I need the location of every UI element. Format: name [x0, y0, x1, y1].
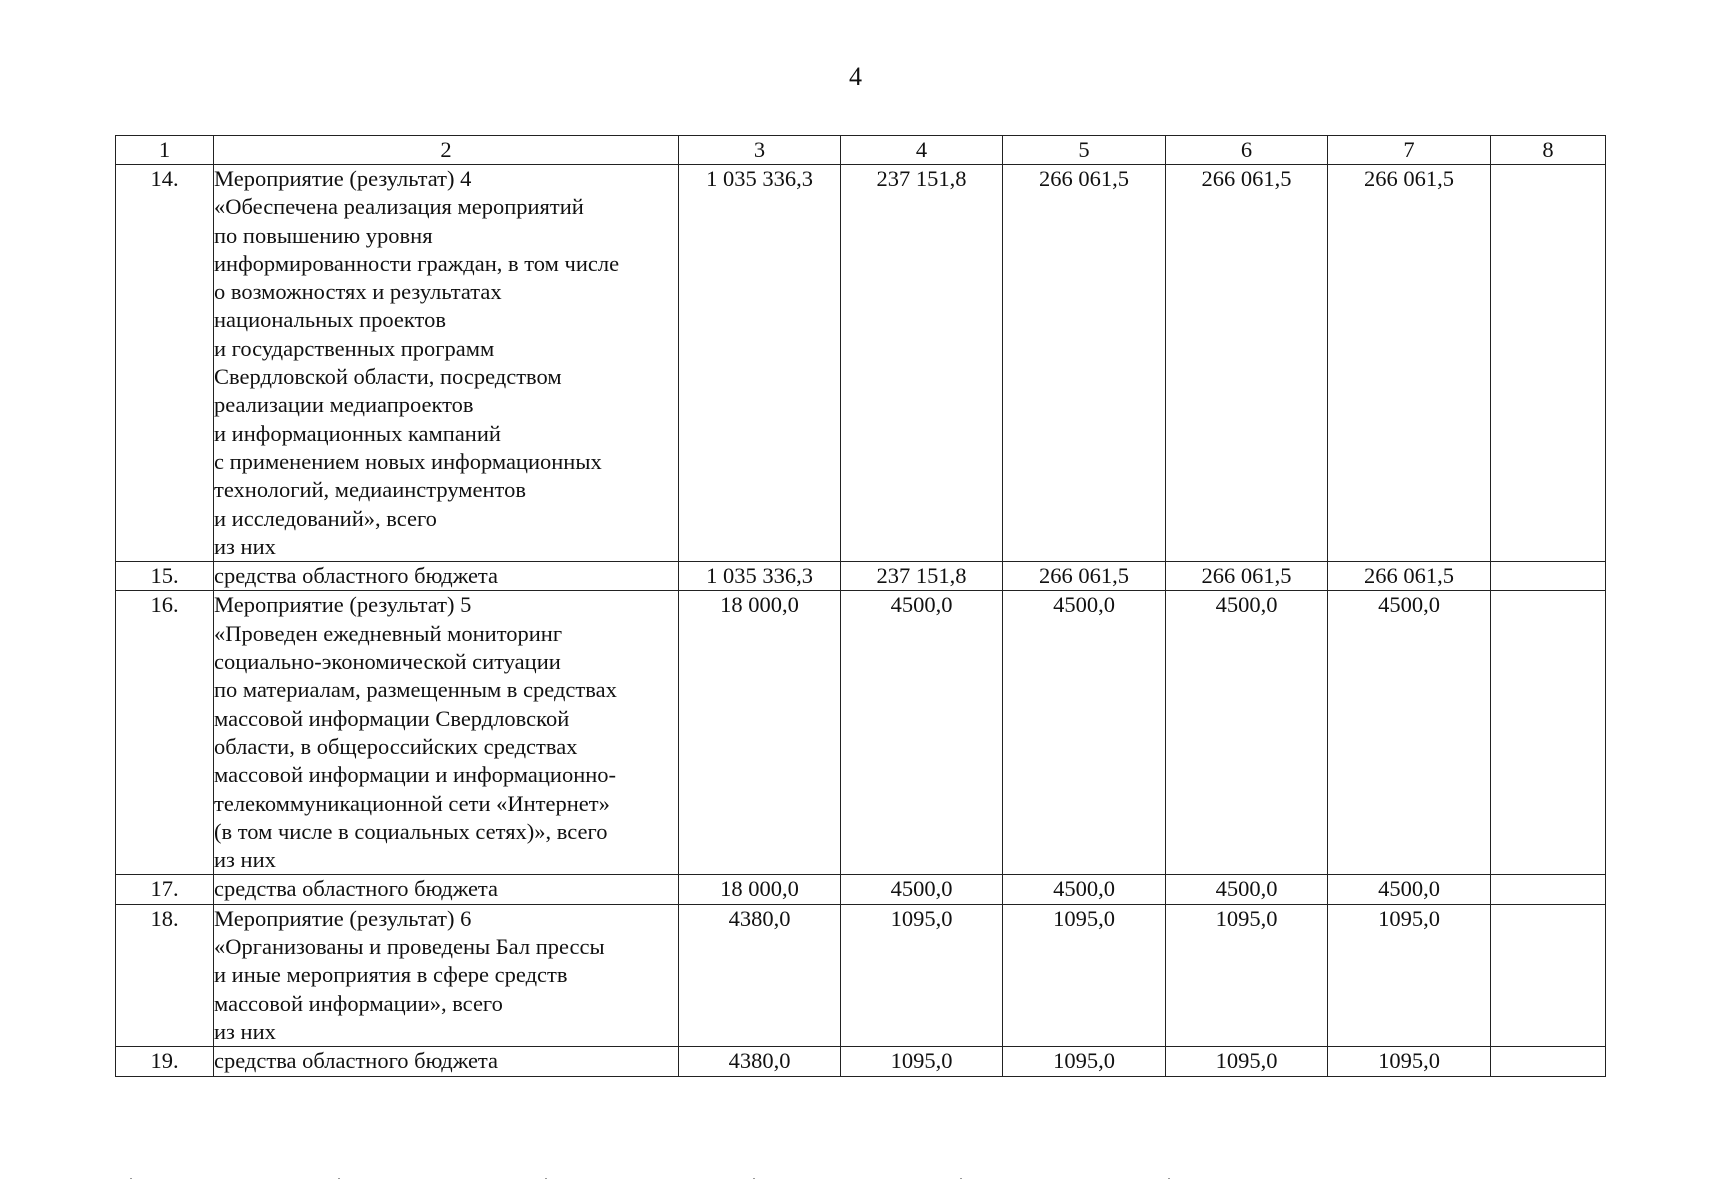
column-header: 8	[1491, 136, 1606, 165]
value-cell: 237 151,8	[841, 562, 1003, 591]
description-line: национальных проектов	[214, 307, 446, 333]
value-cell: 4500,0	[1328, 875, 1491, 904]
value-cell	[1491, 591, 1606, 875]
header-row	[116, 136, 1606, 165]
column-header: 7	[1328, 136, 1491, 165]
value-cell: 266 061,5	[1328, 562, 1491, 591]
value-cell: 1 035 336,3	[679, 165, 841, 562]
table-row	[116, 904, 1606, 1046]
description-line: «Проведен ежедневный мониторинг	[214, 620, 563, 646]
description-line: из них	[214, 847, 276, 873]
column-header: 6	[1166, 136, 1328, 165]
dot-mark	[338, 1178, 340, 1179]
column-header: 1	[116, 136, 214, 165]
description-line: «Организованы и проведены Бал прессы	[214, 934, 605, 960]
value-cell: 266 061,5	[1166, 165, 1328, 562]
description-line: реализации медиапроектов	[214, 392, 474, 418]
column-header: 3	[679, 136, 841, 165]
table-row	[116, 562, 1606, 591]
description-line: Мероприятие (результат) 6	[214, 905, 472, 931]
value-cell: 1095,0	[841, 904, 1003, 1046]
value-cell: 1095,0	[1003, 1047, 1166, 1076]
row-description	[214, 562, 679, 591]
value-cell: 1095,0	[1003, 904, 1166, 1046]
row-description	[214, 1047, 679, 1076]
value-cell: 4500,0	[1166, 875, 1328, 904]
value-cell: 4500,0	[1003, 875, 1166, 904]
description-line: телекоммуникационной сети «Интернет»	[214, 790, 610, 816]
row-number: 19.	[116, 1047, 214, 1076]
row-description	[214, 165, 679, 562]
description-line: массовой информации и информационно-	[214, 762, 617, 788]
value-cell: 1095,0	[1328, 904, 1491, 1046]
value-cell: 266 061,5	[1003, 165, 1166, 562]
description-line: средства областного бюджета	[214, 563, 499, 589]
value-cell: 266 061,5	[1003, 562, 1166, 591]
value-cell	[1491, 1047, 1606, 1076]
budget-table	[115, 135, 1606, 1077]
value-cell	[1491, 904, 1606, 1046]
row-number: 15.	[116, 562, 214, 591]
description-line: области, в общероссийских средствах	[214, 733, 578, 759]
dot-mark	[960, 1178, 962, 1179]
value-cell: 18 000,0	[679, 875, 841, 904]
description-line: технологий, медиаинструментов	[214, 477, 526, 503]
description-line: и информационных кампаний	[214, 420, 501, 446]
row-number: 17.	[116, 875, 214, 904]
description-line: по материалам, размещенным в средствах	[214, 677, 617, 703]
description-line: и государственных программ	[214, 335, 495, 361]
value-cell: 1095,0	[1166, 904, 1328, 1046]
description-line: «Обеспечена реализация мероприятий	[214, 194, 584, 220]
row-number: 14.	[116, 165, 214, 562]
row-description	[214, 904, 679, 1046]
row-number: 16.	[116, 591, 214, 875]
value-cell: 237 151,8	[841, 165, 1003, 562]
description-line: из них	[214, 533, 276, 559]
value-cell	[1491, 875, 1606, 904]
value-cell: 4500,0	[1166, 591, 1328, 875]
description-line: Мероприятие (результат) 5	[214, 592, 472, 618]
table-row	[116, 875, 1606, 904]
value-cell: 18 000,0	[679, 591, 841, 875]
page-number: 4	[849, 62, 862, 91]
value-cell: 266 061,5	[1328, 165, 1491, 562]
description-line: массовой информации», всего	[214, 990, 503, 1016]
description-line: Мероприятие (результат) 4	[214, 166, 472, 191]
value-cell: 4500,0	[841, 591, 1003, 875]
value-cell: 1095,0	[841, 1047, 1003, 1076]
dot-mark	[130, 1178, 132, 1179]
table-row	[116, 591, 1606, 875]
description-line: средства областного бюджета	[214, 1048, 499, 1074]
description-line: из них	[214, 1018, 276, 1044]
description-line: с применением новых информационных	[214, 448, 602, 474]
footer-dots	[130, 1178, 1170, 1179]
table-row	[116, 165, 1606, 562]
description-line: и иные мероприятия в сфере средств	[214, 962, 568, 988]
description-line: Свердловской области, посредством	[214, 364, 562, 390]
table-body	[116, 165, 1606, 1077]
description-line: о возможностях и результатах	[214, 279, 502, 305]
description-line: и исследований», всего	[214, 505, 437, 531]
description-line: социально-экономической ситуации	[214, 649, 561, 675]
value-cell: 1 035 336,3	[679, 562, 841, 591]
value-cell	[1491, 562, 1606, 591]
row-number: 18.	[116, 904, 214, 1046]
description-line: информированности граждан, в том числе	[214, 250, 620, 276]
description-line: (в том числе в социальных сетях)», всего	[214, 818, 608, 844]
value-cell: 4500,0	[1328, 591, 1491, 875]
description-line: средства областного бюджета	[214, 876, 499, 902]
dot-mark	[753, 1178, 755, 1179]
dot-mark	[545, 1178, 547, 1179]
dot-mark	[1168, 1178, 1170, 1179]
value-cell: 1095,0	[1166, 1047, 1328, 1076]
value-cell: 4380,0	[679, 904, 841, 1046]
value-cell: 266 061,5	[1166, 562, 1328, 591]
column-header: 2	[214, 136, 679, 165]
table-row	[116, 1047, 1606, 1076]
value-cell: 1095,0	[1328, 1047, 1491, 1076]
value-cell: 4500,0	[1003, 591, 1166, 875]
column-header: 4	[841, 136, 1003, 165]
value-cell	[1491, 165, 1606, 562]
value-cell: 4380,0	[679, 1047, 841, 1076]
description-line: массовой информации Свердловской	[214, 705, 570, 731]
row-description	[214, 875, 679, 904]
column-header: 5	[1003, 136, 1166, 165]
description-line: по повышению уровня	[214, 222, 433, 248]
row-description	[214, 591, 679, 875]
value-cell: 4500,0	[841, 875, 1003, 904]
